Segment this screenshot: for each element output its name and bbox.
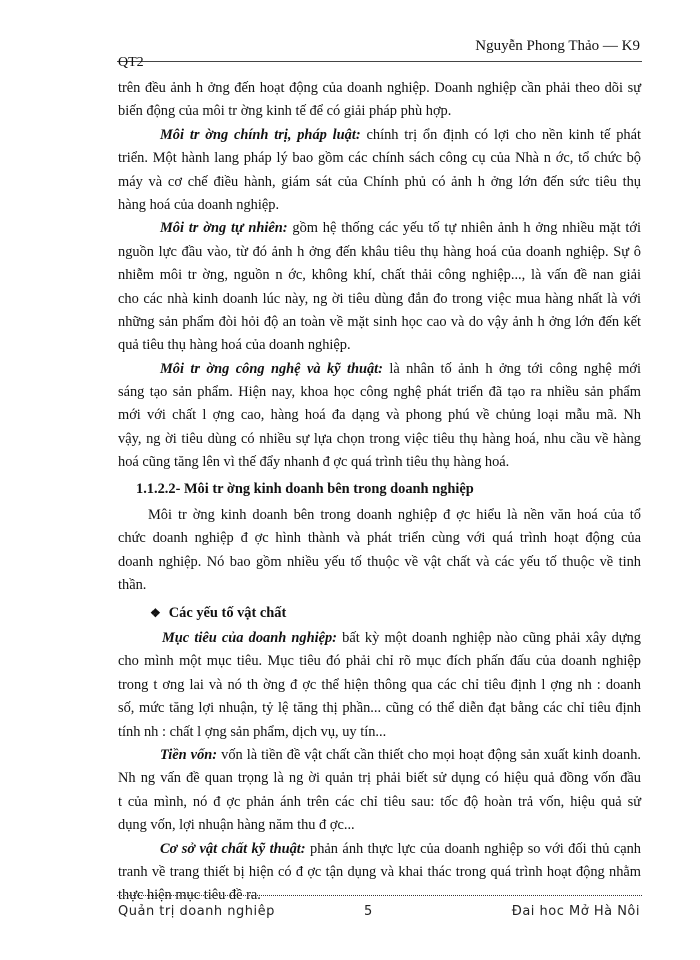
line-text: biến động của môi tr ờng kinh tế để có giải pháp phù hợp. <box>118 103 452 120</box>
paragraph-lead: Mục tiêu của doanh nghiệp: <box>162 629 337 646</box>
line-text: số, mức tăng lợi nhuận, tỷ lệ tăng thị phần... cũng có thể diễn đạt bằng các chỉ tiêu định <box>118 700 641 717</box>
line-text: Môi tr ờng kinh doanh bên trong doanh nghiệp đ ợc hiểu là nền văn hoá của tổ <box>148 507 641 524</box>
line-text: trong t ơng lai và nó th ờng đ ợc thể hiện thông qua các chỉ tiêu định l ợng nh : doanh <box>118 676 641 693</box>
line-text: quả tiêu thụ hàng hoá của doanh nghiệp. <box>118 337 351 354</box>
paragraph <box>118 217 641 357</box>
diamond-bullet-icon: ❖ <box>150 605 161 620</box>
header-rule <box>117 61 642 62</box>
page-number: 5 <box>364 904 373 919</box>
text-line <box>118 358 641 381</box>
paragraph-lead: Môi tr ờng công nghệ và kỹ thuật: <box>160 360 383 377</box>
text-line <box>118 744 641 767</box>
text-line <box>118 674 641 697</box>
line-text: phản ánh thực lực của doanh nghiệp so với đối thủ cạnh <box>305 840 641 857</box>
section-heading: 1.1.2.2- Môi tr ờng kinh doanh bên trong doanh nghiệp <box>136 480 474 497</box>
paragraph <box>118 838 641 908</box>
footer-rule <box>117 895 642 896</box>
paragraph <box>118 744 641 838</box>
line-text: Nh ng vấn đề quan trọng là ng ời quản trị phải biết sử dụng có hiệu quả đồng vốn đầu <box>118 770 641 787</box>
paragraph <box>118 124 641 218</box>
line-text: trên đều ảnh h ởng đến hoạt động của doanh nghiệp. Doanh nghiệp cần phải theo dõi sự <box>118 80 641 96</box>
text-line <box>118 791 641 814</box>
line-text: gồm hệ thống các yếu tố tự nhiên ảnh h ởng nhiều mặt tới <box>287 220 641 237</box>
text-line <box>118 697 641 720</box>
line-text: cho các nhà kinh doanh lúc này, ng ời tiêu dùng đắn đo trong việc mua hàng nhất là với <box>118 290 641 307</box>
paragraph-lead: Môi tr ờng tự nhiên: <box>160 220 288 237</box>
text-line <box>118 381 641 404</box>
footer-subject: Quản trị doanh nghiêp <box>118 904 275 919</box>
line-text: chính trị ổn định có lợi cho nền kinh tế phát <box>360 126 641 143</box>
line-text: hoá cũng tăng lên vì thế đẩy nhanh đ ợc quá trình tiêu thụ hàng hoá. <box>118 454 510 471</box>
text-line <box>118 504 641 527</box>
line-text: sáng tạo sản phẩm. Hiện nay, khoa học công nghệ phát triển đã tạo ra nhiều sản phẩm <box>118 384 641 401</box>
text-line <box>118 814 641 837</box>
line-text: dụng vốn, lợi nhuận hàng năm thu đ ợc... <box>118 817 355 834</box>
footer-university: Đai hoc Mở Hà Nôi <box>511 904 640 919</box>
line-text: những sản phẩm đòi hỏi độ an toàn về mặt sinh học cao và do vậy ảnh h ởng lớn đến kết <box>118 313 641 330</box>
text-line <box>118 264 641 287</box>
text-line <box>118 194 641 217</box>
text-line <box>118 404 641 427</box>
text-line <box>118 551 641 574</box>
line-text: bất kỳ một doanh nghiệp nào cũng phải xây dựng <box>336 629 641 646</box>
text-line <box>118 527 641 550</box>
text-line <box>118 838 641 861</box>
document-body <box>118 77 641 908</box>
text-line <box>118 451 641 474</box>
line-text: nguồn lực đầu vào, từ đó ảnh h ởng đến khâu tiêu thụ hàng hoá của doanh nghiệp. Sự ô <box>118 243 641 260</box>
text-line <box>118 574 641 597</box>
line-text: mới với chất l ợng cao, hàng hoá đa dạng và phong phú về chủng loại mẫu mã. Nh <box>118 407 641 424</box>
line-text: thực hiện mục tiêu đề ra. <box>118 887 261 904</box>
text-line <box>118 147 641 170</box>
paragraph <box>118 504 641 598</box>
header-author: Nguyễn Phong Thảo — K9 <box>475 38 640 54</box>
line-text: nhiễm môi tr ờng, nguồn n ớc, không khí, chất thải công nghiệp..., là vấn đề nan giải <box>118 267 641 284</box>
text-line <box>118 288 641 311</box>
subsection-heading-text: Các yếu tố vật chất <box>168 604 287 621</box>
text-line <box>118 767 641 790</box>
line-text: là nhân tố ảnh h ởng tới công nghệ mới <box>382 360 641 377</box>
text-line <box>118 721 641 744</box>
line-text: vậy, ng ời tiêu dùng có nhiều sự lựa chọn trong việc tiêu thụ hàng hoá, nhu cầu về hàng <box>118 430 641 447</box>
line-text: doanh nghiệp. Nó bao gồm nhiều yếu tố thuộc về vật chất và các yếu tố thuộc về tinh <box>118 553 641 570</box>
text-line <box>118 861 641 884</box>
text-line <box>118 650 641 673</box>
line-text: tính nh : chất l ợng sản phẩm, dịch vụ, uy tín... <box>118 723 387 740</box>
line-text: tranh về trang thiết bị hiện có đ ợc tận dụng và khai thác trong quá trình hoạt động nhằm <box>118 863 641 880</box>
paragraph-lead: Môi tr ờng chính trị, pháp luật: <box>160 126 361 143</box>
paragraph-lead: Tiền vốn: <box>160 746 218 763</box>
line-text: hàng hoá của doanh nghiệp. <box>118 196 280 213</box>
text-line <box>118 217 641 240</box>
text-line <box>118 171 641 194</box>
header-class-code: QT2 <box>118 55 144 70</box>
line-text: thần. <box>118 577 147 594</box>
line-text: vốn là tiền đề vật chất cần thiết cho mọi hoạt động sản xuất kinh doanh. <box>217 746 642 763</box>
line-text: t của mình, nó đ ợc phản ánh trên các chỉ tiêu sau: tốc độ hoàn trả vốn, hiệu quả sử <box>118 793 641 810</box>
text-line <box>118 100 641 123</box>
line-text: chức doanh nghiệp đ ợc hình thành và phát triển cùng với quá trình hoạt động của <box>118 530 641 547</box>
line-text: triển. Một hành lang pháp lý bao gồm các chính sách công cụ của Nhà n ớc, tổ chức bộ <box>118 150 641 167</box>
text-line <box>118 627 641 650</box>
text-line <box>118 77 641 100</box>
line-text: máy và cơ chế điều hành, giám sát của Chính phủ có ảnh h ởng lớn đến sức tiêu thụ <box>118 173 641 190</box>
text-line <box>118 334 641 357</box>
subsection-heading <box>118 602 641 625</box>
paragraph <box>118 627 641 744</box>
text-line <box>118 311 641 334</box>
text-line <box>118 428 641 451</box>
paragraph-lead: Cơ sở vật chất kỹ thuật: <box>160 840 306 857</box>
text-line <box>118 241 641 264</box>
paragraph <box>118 358 641 475</box>
text-line <box>118 124 641 147</box>
paragraph <box>118 77 641 124</box>
line-text: cho mình một mục tiêu. Mục tiêu đó phải chỉ rõ mục đích phấn đấu của doanh nghiệp <box>118 653 641 670</box>
